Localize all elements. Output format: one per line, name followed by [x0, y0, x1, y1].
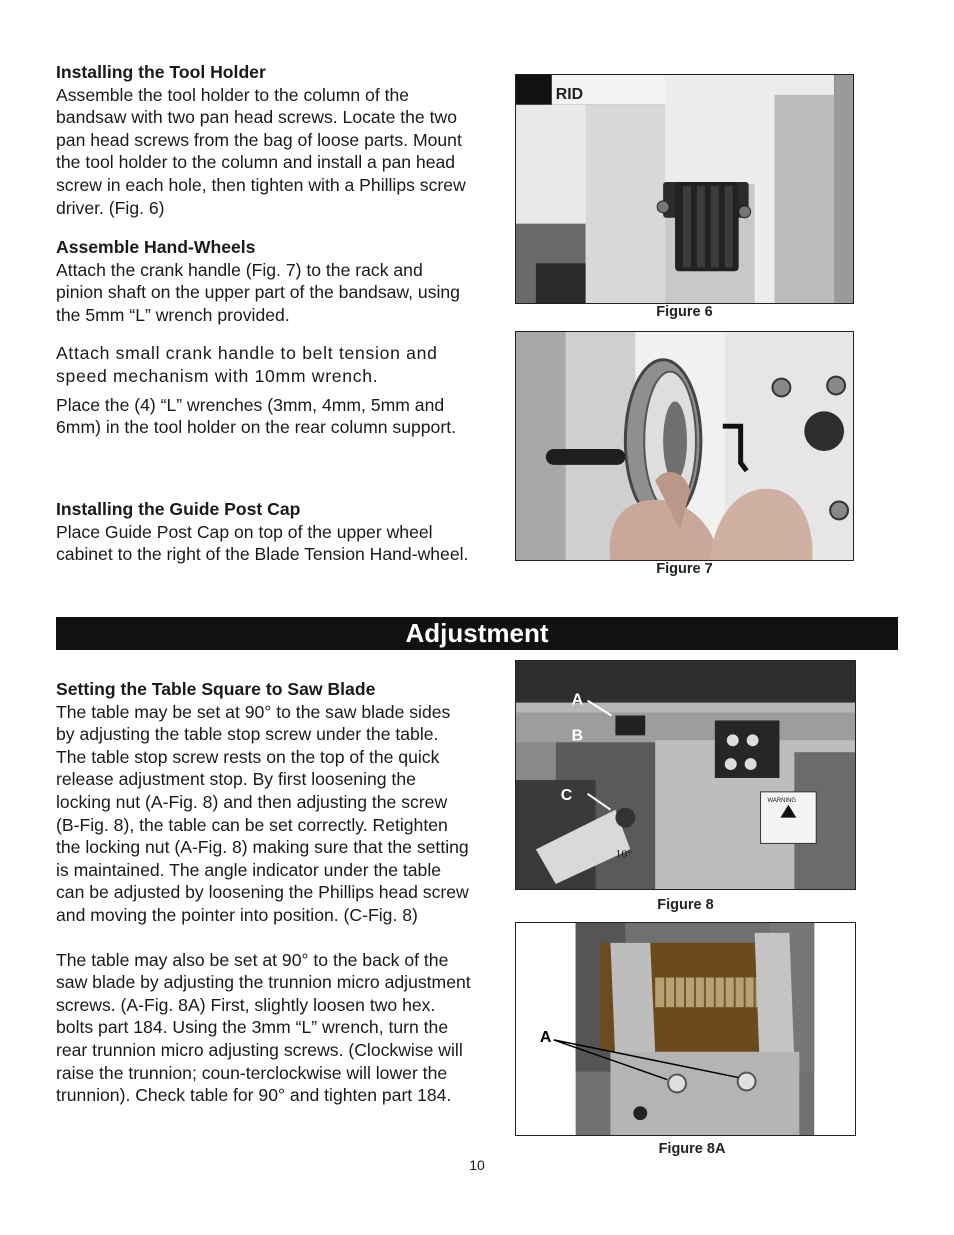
heading-guide-post: Installing the Guide Post Cap	[56, 499, 301, 519]
heading-tool-holder: Installing the Tool Holder	[56, 62, 266, 82]
figure-6-caption: Figure 6	[656, 304, 713, 320]
section-hand-wheels	[56, 236, 471, 439]
crank-handle	[546, 449, 626, 465]
figure-6-image	[515, 74, 854, 304]
figure-8-caption: Figure 8	[657, 897, 714, 913]
body-trunnion: The table may also be set at 90° to the back of the saw blade by adjusting the trunnion micro adjustment screws. (A-Fig. 8A) First, slightly loosen two hex. bolts part 184. Using the 3mm “L” wrench, turn the rear trunnion micro adjusting screws. (Clockwise will raise the trunnion; coun-terclockwise will lower the trunnion). Check table for 90° and tighten part 184.	[56, 949, 471, 1106]
heading-table-square: Setting the Table Square to Saw Blade	[56, 679, 376, 699]
figure-7-caption: Figure 7	[656, 561, 713, 577]
fig8-label-b: B	[571, 727, 584, 745]
fig8-label-c: C	[560, 786, 573, 804]
body-crank-handle: Attach small crank handle to belt tension and speed mechanism with 10mm wrench.	[56, 343, 438, 386]
heading-hand-wheels: Assemble Hand-Wheels	[56, 237, 256, 257]
adjustment-banner: Adjustment	[56, 617, 898, 650]
body-table-square: The table may be set at 90° to the saw blade sides by adjusting the table stop screw under the table. The table stop screw rests on the top of the quick release adjustment stop. By first loosening the locking nut (A-Fig. 8) and then adjusting the screw (B-Fig. 8), the table can be set correctly. Retighten the locking nut (A-Fig. 8) making sure that the setting is maintained. The angle indicator under the table can be adjusted by loosening the Phillips head screw and moving the pointer into position. (C-Fig. 8)	[56, 701, 469, 925]
warning-label-text: WARNING	[767, 797, 797, 804]
angle-scale-text: 10°	[615, 846, 633, 861]
hand-wheel	[625, 360, 701, 523]
figure-8a-caption: Figure 8A	[658, 1141, 726, 1157]
trunnion-block	[610, 1052, 799, 1135]
figure-8a-image	[515, 922, 856, 1136]
page-number: 10	[469, 1157, 485, 1173]
section-guide-post	[56, 498, 471, 566]
figure-7-image	[515, 331, 854, 561]
adjusting-screw	[655, 977, 764, 1007]
body-tool-holder: Assemble the tool holder to the column of the bandsaw with two pan head screws. Locate the two pan head screws from the bag of loose parts. Mount the tool holder to the column and install a pan head screw in each hole, then tighten with a Phillips screw driver. (Fig. 6)	[56, 84, 466, 218]
fig6-logo-text: RID	[555, 85, 584, 103]
body-hand-wheels: Attach the crank handle (Fig. 7) to the rack and pinion shaft on the upper part of the bandsaw, using the 5mm “L” wrench provided.	[56, 259, 460, 325]
figure-8-image	[515, 660, 856, 890]
body-l-wrenches: Place the (4) “L” wrenches (3mm, 4mm, 5mm and 6mm) in the tool holder on the rear column support.	[56, 394, 456, 438]
fig8-label-a: A	[571, 691, 584, 709]
section-table-square	[56, 678, 471, 1107]
section-tool-holder	[56, 61, 471, 219]
body-guide-post: Place Guide Post Cap on top of the upper wheel cabinet to the right of the Blade Tension Hand-wheel.	[56, 521, 469, 565]
warning-label	[761, 792, 817, 844]
fig8a-label-a: A	[539, 1028, 552, 1046]
